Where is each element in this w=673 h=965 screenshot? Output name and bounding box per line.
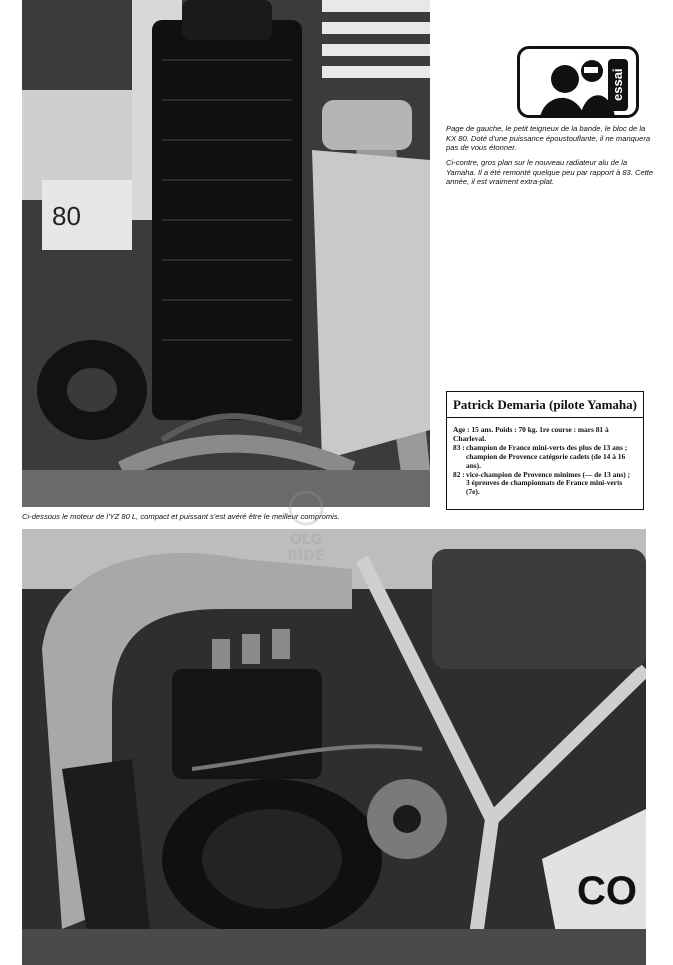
watermark (280, 488, 332, 564)
svg-text:80: 80 (52, 201, 81, 231)
svg-text:CO: CO (577, 869, 637, 913)
result-line: 3 épreuves de championnats de France mini-verts (7e). (466, 478, 623, 497)
rider-info-box (446, 391, 644, 510)
rider-info-title: Patrick Demaria (pilote Yamaha) (447, 395, 643, 418)
engine-photo-illustration (22, 529, 646, 965)
watermark-emblem-icon (280, 488, 332, 528)
photo-engine (22, 529, 646, 965)
result-entry (453, 444, 637, 471)
result-entry (453, 471, 637, 498)
essai-logo-text: essai (608, 59, 628, 111)
result-year: 83 : (453, 442, 465, 452)
essai-logo (517, 46, 639, 118)
result-line: champion de Provence catégorie cadets (de 14 à 16 ans). (466, 451, 626, 470)
caption-opposite: Ci-contre, gros plan sur le nouveau radiateur alu de la Yamaha. Il a été remonté quelque peu par rapport à 83. Cette année, il est vraiment extra-plat. (446, 158, 654, 186)
result-line: vice-champion de Provence minimes (— de 13 ans) ; (466, 469, 631, 479)
caption-left-page: Page de gauche, le petit teigneux de la bande, le bloc de la KX 80. Doté d'une puissance époustouflante, il ne manquera pas de vous étonner. (446, 124, 651, 152)
radiator-photo-illustration (22, 0, 430, 507)
rider-profile: Age : 15 ans. Poids : 70 kg. 1re course : mars 81 à Charleval. (453, 425, 609, 443)
caption-below: Ci-dessous le moteur de l'YZ 80 L, compact et puissant s'est avéré être le meilleur compromis. (22, 512, 340, 521)
photo-radiator-closeup (22, 0, 430, 507)
result-year: 82 : (453, 469, 465, 479)
watermark-text: OLG RIDE (287, 532, 325, 564)
result-line: champion de France mini-verts des plus de 13 ans ; (466, 442, 628, 452)
